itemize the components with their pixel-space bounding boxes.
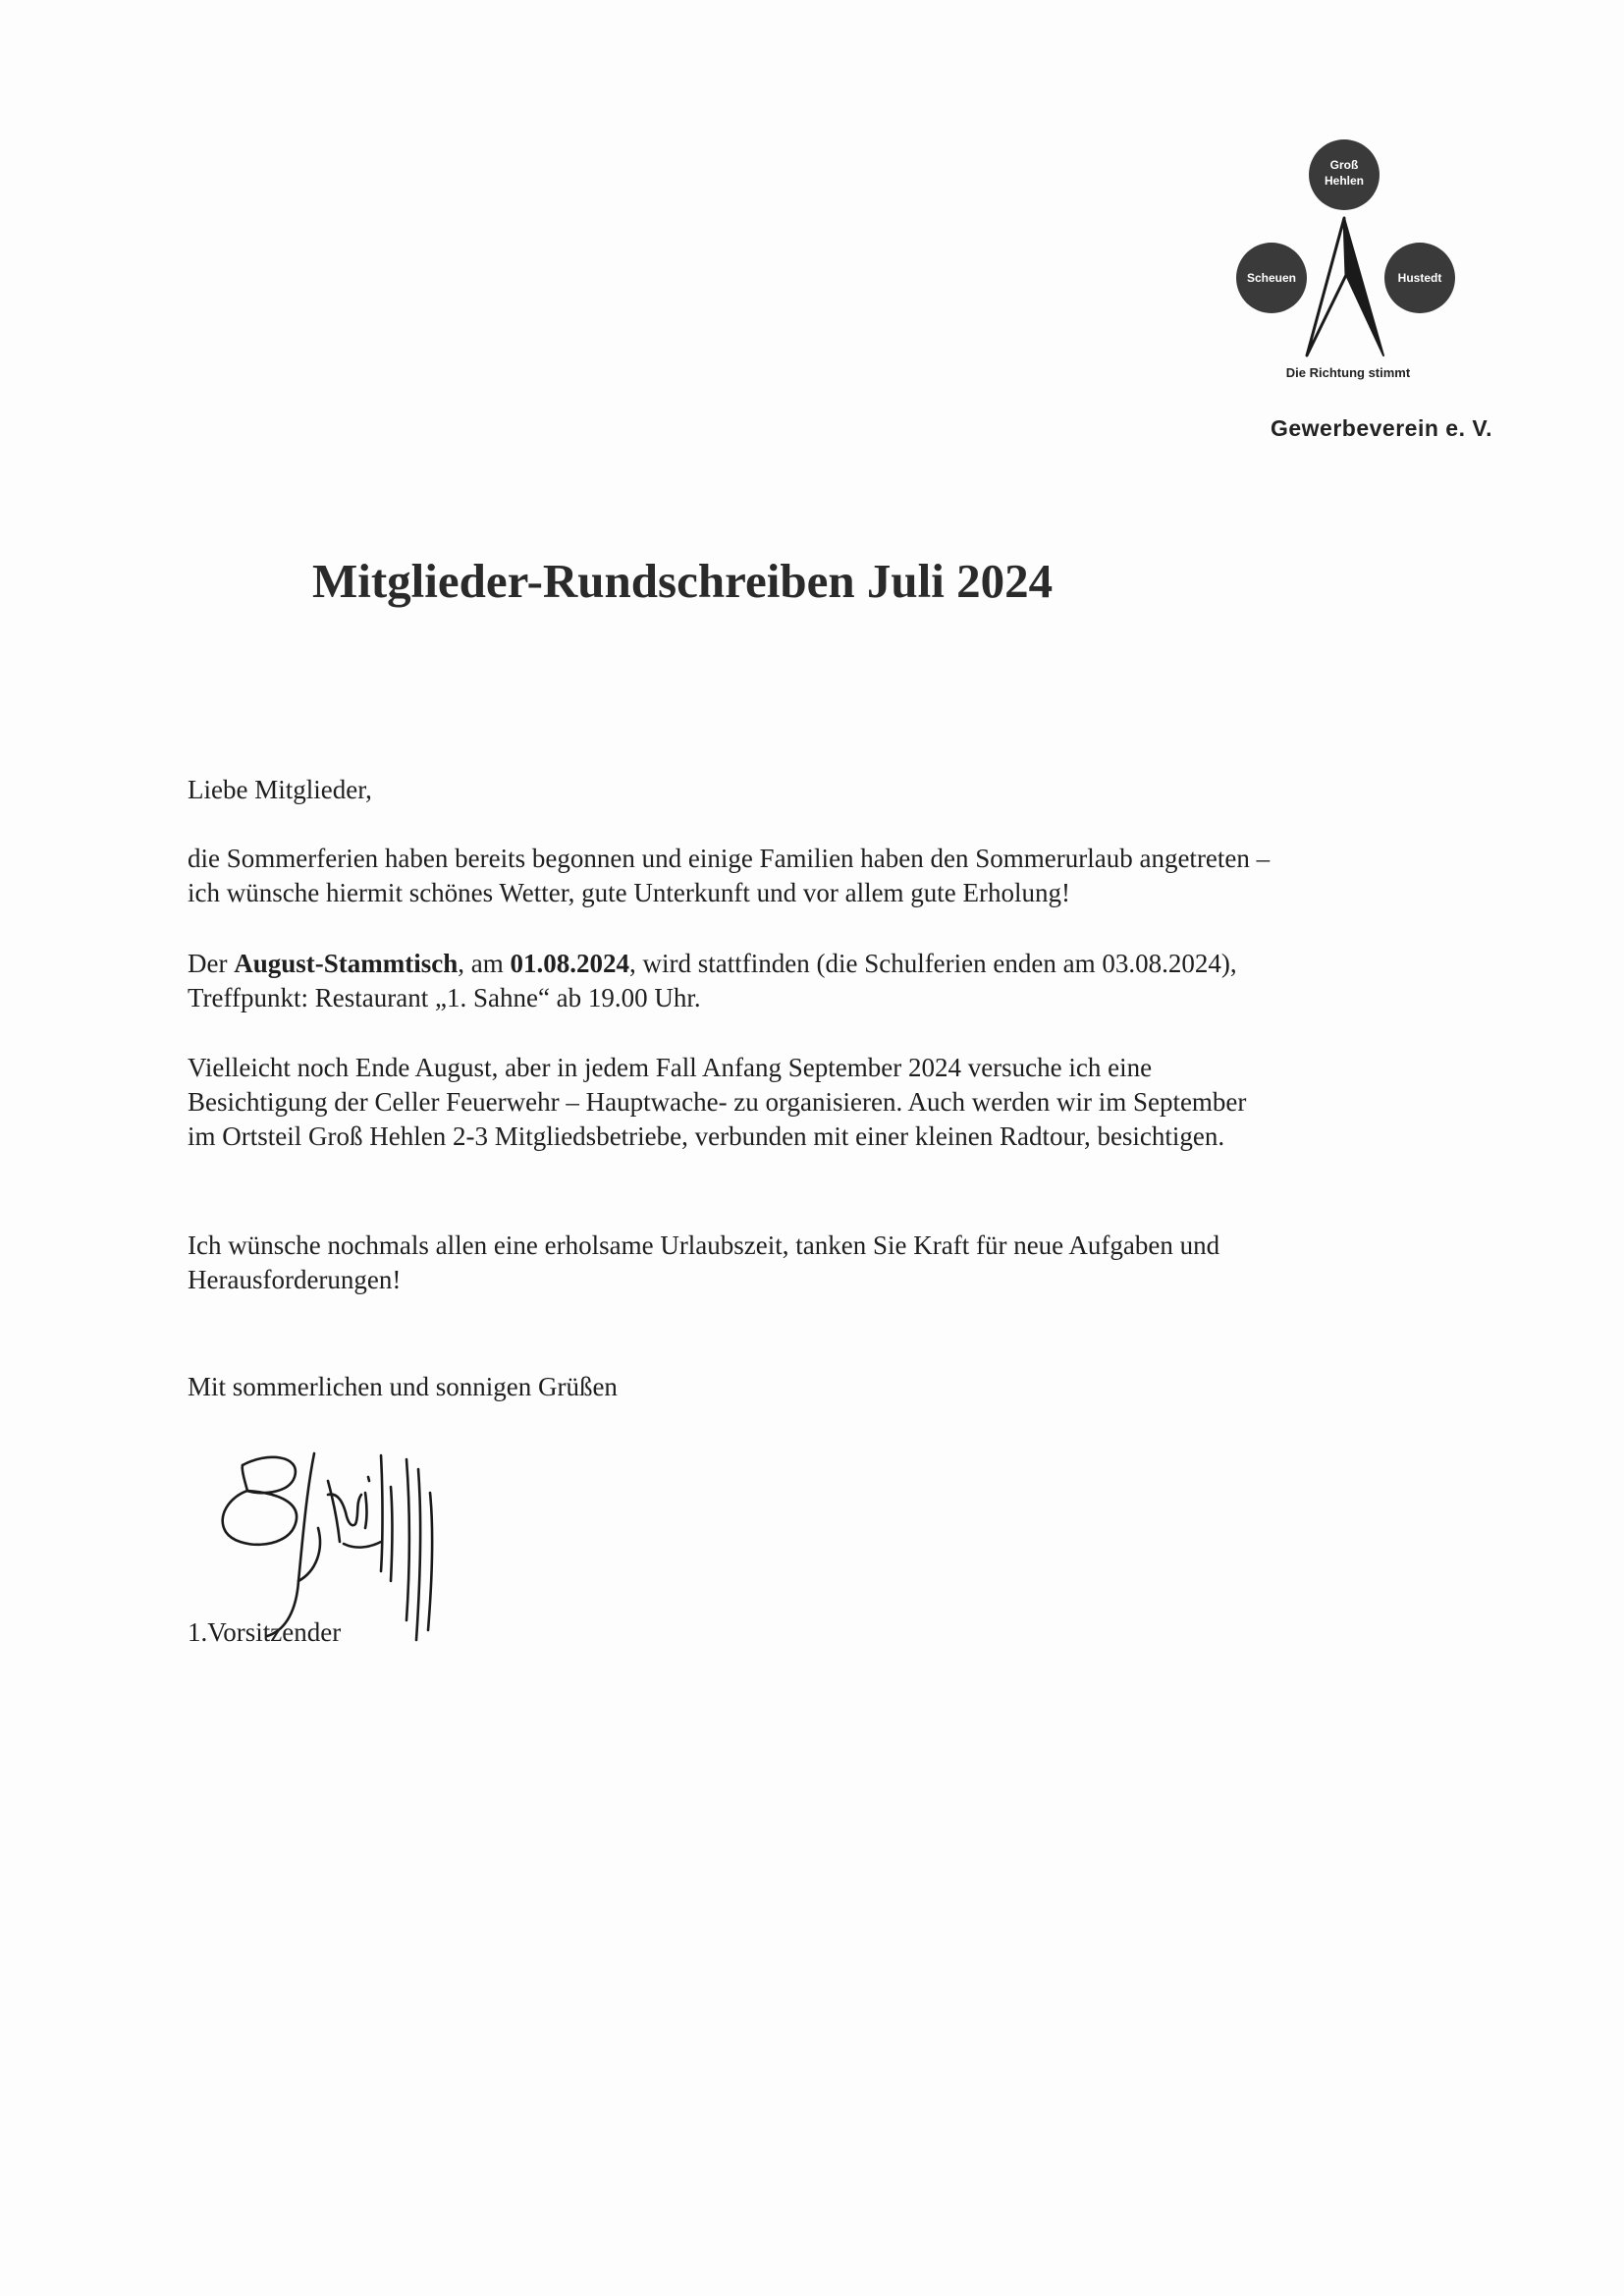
paragraph-line: Besichtigung der Celler Feuerwehr – Hauptwache- zu organisieren. Auch werden wir im September: [188, 1087, 1247, 1117]
paragraph-wishes: [188, 1229, 1464, 1297]
closing: [188, 1370, 1464, 1404]
paragraph-line: im Ortsteil Groß Hehlen 2-3 Mitgliedsbetriebe, verbunden mit einer kleinen Radtour, besichtigen.: [188, 1121, 1225, 1151]
logo-slogan: Die Richtung stimmt: [1285, 365, 1411, 380]
logo-top-label-2: Hehlen: [1324, 174, 1365, 188]
paragraph-line: Ich wünsche nochmals allen eine erholsame Urlaubszeit, tanken Sie Kraft für neue Aufgaben und: [188, 1230, 1220, 1260]
text-run: , am: [458, 949, 511, 978]
organization-logo: [1222, 137, 1478, 393]
salutation: [188, 773, 1464, 807]
logo-right-label: Hustedt: [1397, 271, 1442, 285]
organization-name: Gewerbeverein e. V.: [1270, 415, 1492, 441]
salutation-text: Liebe Mitglieder,: [188, 775, 372, 804]
page-title: Mitglieder-Rundschreiben Juli 2024: [312, 554, 1054, 608]
paragraph-summer-holidays: [188, 842, 1464, 910]
signatory-position: [188, 1615, 1464, 1650]
text-run: Der: [188, 949, 235, 978]
event-date: 01.08.2024: [510, 949, 629, 978]
logo-top-label-1: Groß: [1329, 158, 1359, 172]
text-run: , wird stattfinden (die Schulferien enden am 03.08.2024),: [629, 949, 1237, 978]
event-name: August-Stammtisch: [234, 949, 459, 978]
paragraph-line: Vielleicht noch Ende August, aber in jedem Fall Anfang September 2024 versuche ich eine: [188, 1053, 1153, 1082]
paragraph-line: [188, 947, 1464, 981]
paragraph-line: Herausforderungen!: [188, 1265, 402, 1294]
paragraph-line: ich wünsche hiermit schönes Wetter, gute Unterkunft und vor allem gute Erholung!: [188, 878, 1071, 907]
paragraph-stammtisch: [188, 947, 1464, 1015]
paragraph-line: Treffpunkt: Restaurant „1. Sahne“ ab 19.00 Uhr.: [188, 983, 701, 1012]
logo-graphic: [1222, 137, 1478, 393]
arrow-icon: [1307, 218, 1383, 355]
logo-left-label: Scheuen: [1246, 271, 1297, 285]
paragraph-visit: [188, 1051, 1464, 1154]
paragraph-line: die Sommerferien haben bereits begonnen und einige Familien haben den Sommerurlaub angetreten –: [188, 844, 1271, 873]
position-text: 1.Vorsitzender: [188, 1617, 342, 1647]
closing-text: Mit sommerlichen und sonnigen Grüßen: [188, 1372, 618, 1401]
